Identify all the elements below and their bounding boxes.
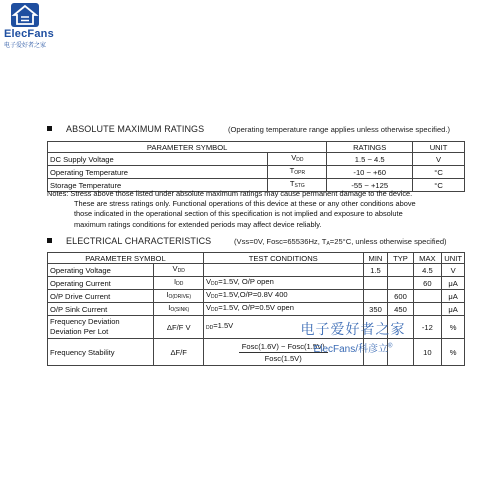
condition-cell: $V_{DD}=1.5V$, O/P open [203, 277, 363, 290]
bullet-icon [47, 238, 52, 243]
unit-cell: μA [442, 290, 465, 303]
param-cell: Operating Current [48, 277, 154, 290]
unit-cell: μA [442, 277, 465, 290]
symbol-cell: $T_{STG}$ [268, 179, 327, 192]
table-header-row [48, 142, 465, 153]
min-cell: 350 [363, 303, 388, 316]
max-cell: 10 [413, 339, 442, 366]
condition-cell [203, 264, 363, 277]
watermark-line1: 电子爱好者之家 [300, 321, 406, 337]
unit-cell: °C [413, 179, 465, 192]
typ-cell [388, 264, 413, 277]
watermark [288, 319, 418, 355]
abs-section-title: ABSOLUTE MAXIMUM RATINGS [47, 124, 204, 134]
formula-numerator: Fosc(1.6V) − Fosc(1.5V) [239, 342, 328, 353]
logo-name: ElecFans [4, 28, 54, 40]
header-cell: PARAMETER SYMBOL [48, 142, 327, 153]
unit-cell: % [442, 316, 465, 339]
symbol-cell: ΔF/F [154, 339, 204, 366]
min-cell: 1.5 [363, 264, 388, 277]
logo-subtitle: 电子爱好者之家 [4, 43, 47, 49]
unit-cell: μA [442, 303, 465, 316]
param-cell: Frequency Stability [48, 339, 154, 366]
unit-cell: % [442, 339, 465, 366]
param-cell: O/P Drive Current [48, 290, 154, 303]
header-cell: MAX [413, 253, 442, 264]
condition-cell: $_{DD}$=1.5V [203, 316, 363, 339]
rating-cell: -55 ~ +125 [327, 179, 413, 192]
typ-cell: 600 [388, 290, 413, 303]
param-cell: Frequency Deviation Deviation Per Lot [48, 316, 154, 339]
condition-cell: $V_{DD}=1.5V$, O/P=0.5V open [203, 303, 363, 316]
bullet-icon [47, 126, 52, 131]
notes-line: maximum ratings conditions for extended periods may affect device reliably. [74, 219, 322, 229]
symbol-cell: $I_{O(SINK)}$ [154, 303, 204, 316]
logo [4, 3, 92, 49]
header-cell: MIN [363, 253, 388, 264]
table-row [48, 303, 465, 316]
rating-cell: 1.5 ~ 4.5 [327, 153, 413, 166]
symbol-cell: $V_{DD}$ [154, 264, 204, 277]
abs-ratings-table [47, 141, 465, 192]
formula-denominator: Fosc(1.5V) [264, 353, 302, 363]
watermark-line2: ElecFans/科彦立® [313, 343, 393, 355]
header-cell: RATINGS [327, 142, 413, 153]
header-cell: TYP [388, 253, 413, 264]
table-header-row [48, 253, 465, 264]
notes-line: These are stress ratings only. Functional operations of this device at these or any other conditions above [74, 199, 416, 209]
symbol-cell: $I_{O(DRIVE)}$ [154, 290, 204, 303]
typ-cell: 450 [388, 303, 413, 316]
header-cell: UNIT [442, 253, 465, 264]
rating-cell: -10 ~ +60 [327, 166, 413, 179]
elec-section-note: (Vss=0V, Fosc=65536Hz, $T_A=25^\circ C$, unless otherwise specified) [234, 237, 447, 247]
unit-cell: V [413, 153, 465, 166]
abs-section-note: (Operating temperature range applies unless otherwise specified.) [228, 125, 451, 134]
max-cell [413, 303, 442, 316]
symbol-cell: ΔF/F V [154, 316, 204, 339]
unit-cell: V [442, 264, 465, 277]
notes-paragraph [47, 189, 477, 230]
notes-line: those indicated in the operational section of this specification is not implied and exposure to absolute [74, 209, 403, 219]
notes-line: Notes: Stress above those listed under absolute maximum ratings may cause permanent damage to the device. [47, 189, 413, 198]
typ-cell [388, 277, 413, 290]
header-cell: UNIT [413, 142, 465, 153]
condition-cell: $V_{DD}=1.5V,O/P=0.8V$ 400 [203, 290, 363, 303]
min-cell [363, 277, 388, 290]
max-cell [413, 290, 442, 303]
param-cell: DC Supply Voltage [48, 153, 268, 166]
table-row [48, 153, 465, 166]
logo-icon [11, 3, 39, 27]
min-cell [363, 290, 388, 303]
symbol-cell: $V_{DD}$ [268, 153, 327, 166]
max-cell: -12 [413, 316, 442, 339]
table-row [48, 264, 465, 277]
param-cell: Operating Temperature [48, 166, 268, 179]
max-cell: 60 [413, 277, 442, 290]
unit-cell: °C [413, 166, 465, 179]
header-cell: PARAMETER SYMBOL [48, 253, 204, 264]
max-cell: 4.5 [413, 264, 442, 277]
table-row [48, 166, 465, 179]
header-cell: TEST CONDITIONS [203, 253, 363, 264]
table-row [48, 290, 465, 303]
param-cell: Operating Voltage [48, 264, 154, 277]
symbol-cell: $T_{OPR}$ [268, 166, 327, 179]
symbol-cell: $I_{DD}$ [154, 277, 204, 290]
elec-section-title: ELECTRICAL CHARACTERISTICS [47, 236, 211, 246]
param-cell: O/P Sink Current [48, 303, 154, 316]
param-cell: Storage Temperature [48, 179, 268, 192]
table-row [48, 277, 465, 290]
